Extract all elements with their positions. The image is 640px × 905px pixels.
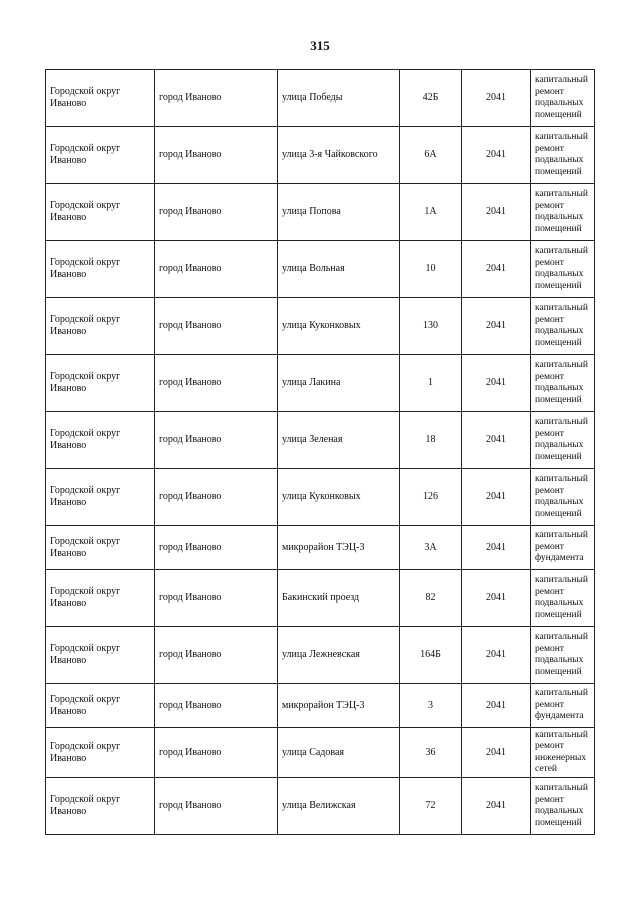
year-cell: 2041 — [462, 412, 531, 469]
street-cell: улица Куконковых — [278, 298, 400, 355]
year-cell: 2041 — [462, 184, 531, 241]
table-row — [46, 298, 595, 355]
table-row — [46, 684, 595, 728]
house-number-cell: 126 — [400, 469, 462, 526]
year-cell: 2041 — [462, 526, 531, 570]
district-cell: Городской округ Иваново — [46, 570, 155, 627]
district-cell: Городской округ Иваново — [46, 627, 155, 684]
city-cell: город Иваново — [155, 127, 278, 184]
house-number-cell: 3А — [400, 526, 462, 570]
district-cell: Городской округ Иваново — [46, 70, 155, 127]
table-row — [46, 526, 595, 570]
city-cell: город Иваново — [155, 298, 278, 355]
year-cell: 2041 — [462, 298, 531, 355]
year-cell: 2041 — [462, 70, 531, 127]
street-cell: микрорайон ТЭЦ-3 — [278, 684, 400, 728]
district-cell: Городской округ Иваново — [46, 127, 155, 184]
city-cell: город Иваново — [155, 778, 278, 835]
street-cell: улица 3-я Чайковского — [278, 127, 400, 184]
work-type-cell: капитальный ремонт инженерных сетей — [531, 728, 595, 778]
street-cell: улица Зеленая — [278, 412, 400, 469]
year-cell: 2041 — [462, 469, 531, 526]
city-cell: город Иваново — [155, 412, 278, 469]
work-type-cell: капитальный ремонт подвальных помещений — [531, 355, 595, 412]
year-cell: 2041 — [462, 627, 531, 684]
table-row — [46, 127, 595, 184]
house-number-cell: 18 — [400, 412, 462, 469]
table-row — [46, 184, 595, 241]
work-type-cell: капитальный ремонт подвальных помещений — [531, 70, 595, 127]
year-cell: 2041 — [462, 570, 531, 627]
house-number-cell: 3 — [400, 684, 462, 728]
district-cell: Городской округ Иваново — [46, 469, 155, 526]
city-cell: город Иваново — [155, 355, 278, 412]
work-type-cell: капитальный ремонт подвальных помещений — [531, 241, 595, 298]
house-number-cell: 36 — [400, 728, 462, 778]
work-type-cell: капитальный ремонт подвальных помещений — [531, 469, 595, 526]
work-type-cell: капитальный ремонт подвальных помещений — [531, 127, 595, 184]
work-type-cell: капитальный ремонт подвальных помещений — [531, 778, 595, 835]
district-cell: Городской округ Иваново — [46, 298, 155, 355]
work-type-cell: капитальный ремонт подвальных помещений — [531, 627, 595, 684]
table-row — [46, 627, 595, 684]
district-cell: Городской округ Иваново — [46, 526, 155, 570]
district-cell: Городской округ Иваново — [46, 184, 155, 241]
house-number-cell: 1А — [400, 184, 462, 241]
district-cell: Городской округ Иваново — [46, 684, 155, 728]
work-type-cell: капитальный ремонт подвальных помещений — [531, 570, 595, 627]
street-cell: улица Победы — [278, 70, 400, 127]
city-cell: город Иваново — [155, 570, 278, 627]
house-number-cell: 1 — [400, 355, 462, 412]
table-row — [46, 728, 595, 778]
street-cell: улица Куконковых — [278, 469, 400, 526]
city-cell: город Иваново — [155, 241, 278, 298]
district-cell: Городской округ Иваново — [46, 728, 155, 778]
work-type-cell: капитальный ремонт фундамента — [531, 526, 595, 570]
table-row — [46, 241, 595, 298]
street-cell: улица Садовая — [278, 728, 400, 778]
house-number-cell: 130 — [400, 298, 462, 355]
house-number-cell: 42Б — [400, 70, 462, 127]
year-cell: 2041 — [462, 241, 531, 298]
house-number-cell: 164Б — [400, 627, 462, 684]
table-row — [46, 70, 595, 127]
house-number-cell: 10 — [400, 241, 462, 298]
year-cell: 2041 — [462, 778, 531, 835]
year-cell: 2041 — [462, 127, 531, 184]
work-type-cell: капитальный ремонт подвальных помещений — [531, 184, 595, 241]
house-number-cell: 6А — [400, 127, 462, 184]
district-cell: Городской округ Иваново — [46, 412, 155, 469]
page-number: 315 — [310, 38, 330, 53]
house-number-cell: 82 — [400, 570, 462, 627]
city-cell: город Иваново — [155, 184, 278, 241]
street-cell: улица Лежневская — [278, 627, 400, 684]
city-cell: город Иваново — [155, 627, 278, 684]
table-row — [46, 412, 595, 469]
city-cell: город Иваново — [155, 684, 278, 728]
city-cell: город Иваново — [155, 728, 278, 778]
repair-schedule-table — [45, 69, 595, 835]
street-cell: улица Попова — [278, 184, 400, 241]
table-row — [46, 778, 595, 835]
street-cell: улица Лакина — [278, 355, 400, 412]
table-row — [46, 570, 595, 627]
work-type-cell: капитальный ремонт подвальных помещений — [531, 298, 595, 355]
street-cell: улица Вольная — [278, 241, 400, 298]
street-cell: микрорайон ТЭЦ-3 — [278, 526, 400, 570]
district-cell: Городской округ Иваново — [46, 241, 155, 298]
city-cell: город Иваново — [155, 469, 278, 526]
year-cell: 2041 — [462, 728, 531, 778]
district-cell: Городской округ Иваново — [46, 778, 155, 835]
district-cell: Городской округ Иваново — [46, 355, 155, 412]
street-cell: Бакинский проезд — [278, 570, 400, 627]
year-cell: 2041 — [462, 355, 531, 412]
table-row — [46, 469, 595, 526]
street-cell: улица Велижская — [278, 778, 400, 835]
year-cell: 2041 — [462, 684, 531, 728]
house-number-cell: 72 — [400, 778, 462, 835]
city-cell: город Иваново — [155, 70, 278, 127]
work-type-cell: капитальный ремонт подвальных помещений — [531, 412, 595, 469]
work-type-cell: капитальный ремонт фундамента — [531, 684, 595, 728]
city-cell: город Иваново — [155, 526, 278, 570]
table-row — [46, 355, 595, 412]
